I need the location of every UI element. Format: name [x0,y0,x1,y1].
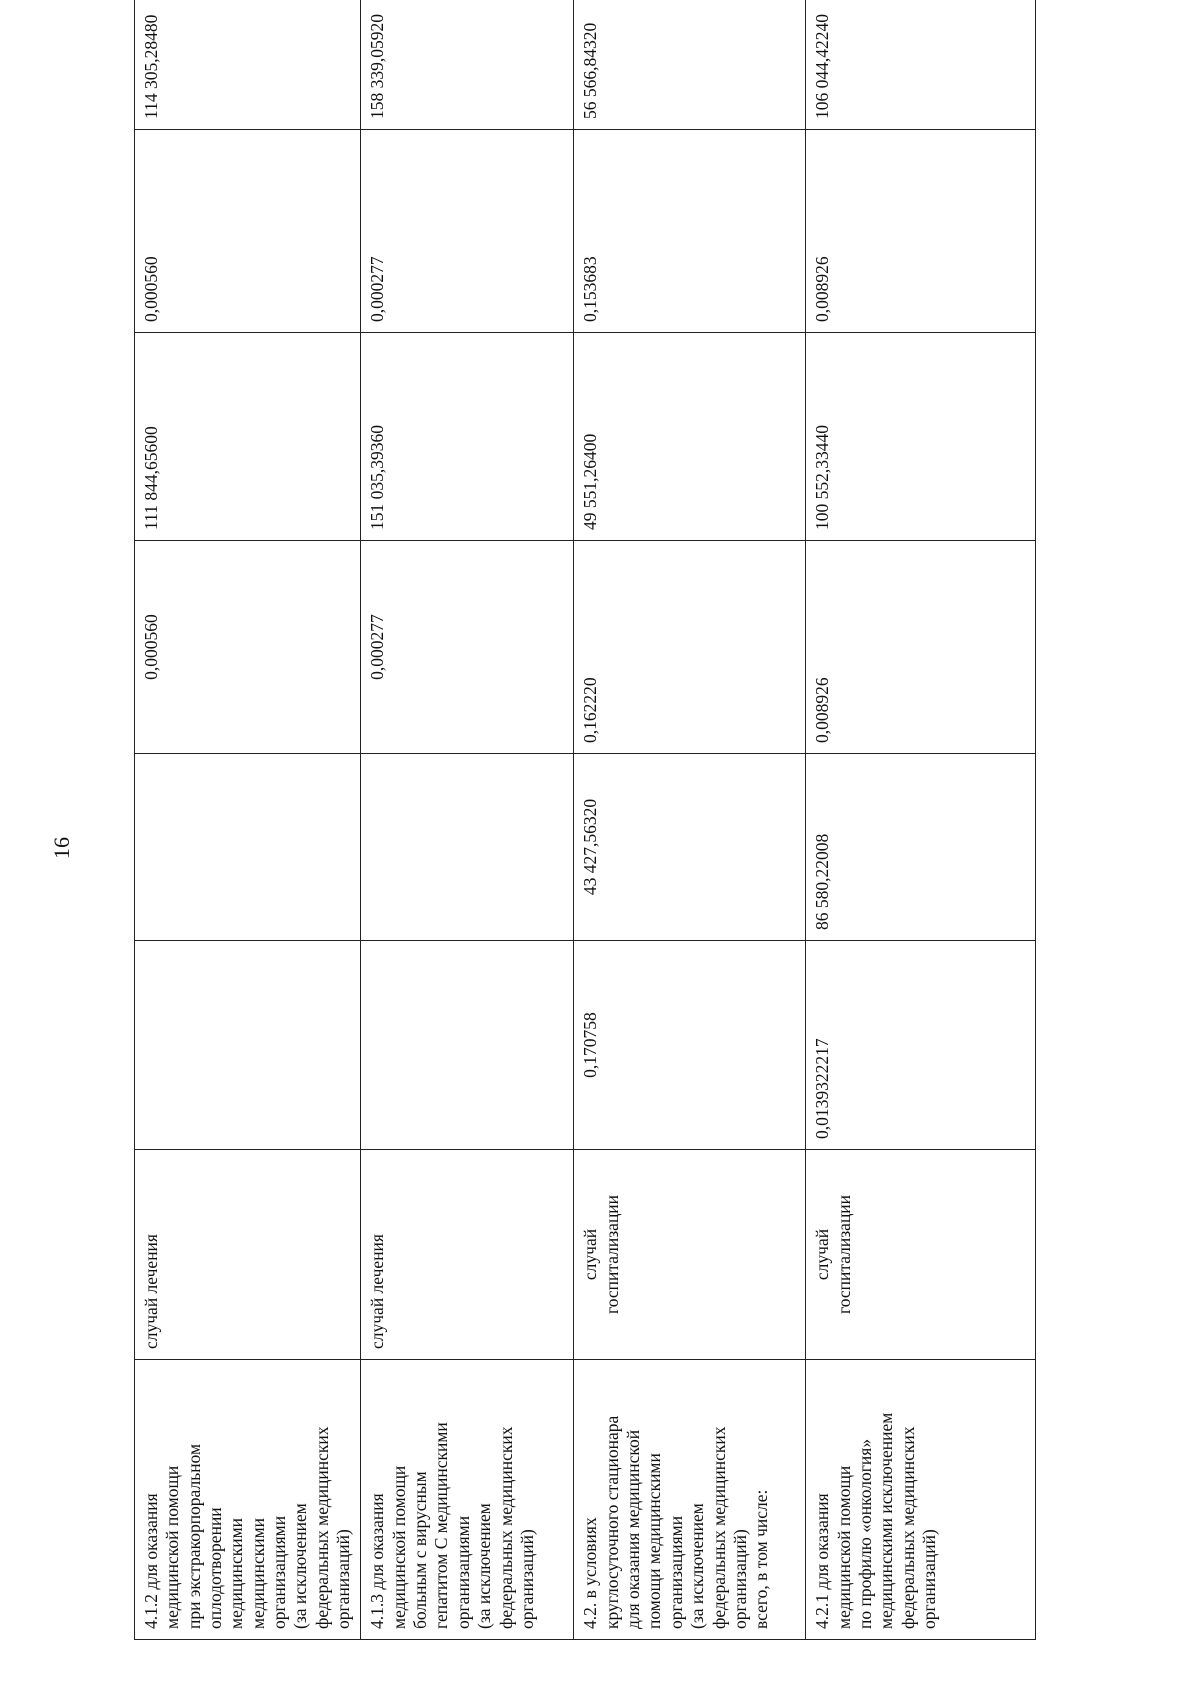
cell-text-line: организациями [269,1515,290,1629]
row-value-6: 106 044,42240 [806,0,1036,130]
cell-text-line: медицинской помощи [833,1465,854,1629]
row-value-1: 0,0139322217 [806,941,1036,1150]
cell-text-line: больным с вирусным [410,1471,431,1629]
cell-text-line: по профилю «онкология» [855,1438,876,1629]
row-name-cell [574,1360,806,1640]
table-row [361,0,574,1640]
data-table [134,0,1036,1640]
table-row [806,0,1036,1640]
row-unit-cell [361,1150,574,1360]
cell-text-line: (за исключением [290,1503,311,1629]
cell-text-line: федеральных медицинских [897,1426,918,1629]
row-value-2: 43 427,56320 [574,754,806,941]
row-value-5: 0,000277 [361,130,574,333]
row-value-4: 49 551,26400 [574,333,806,541]
cell-text-line: для оказания медицинской [623,1429,644,1629]
cell-text-line: федеральных медицинских [495,1426,516,1629]
cell-text-line: случай [812,1228,833,1281]
table-row [574,0,806,1640]
row-value-2: 86 580,22008 [806,754,1036,941]
table-row [135,0,361,1640]
row-value-3: 0,000277 [361,541,574,754]
row-unit-cell [135,1150,361,1360]
table-body [135,0,1036,1640]
row-name-cell [806,1360,1036,1640]
cell-text-line: медицинскими исключением [876,1412,897,1629]
cell-text-line: организаций) [729,1529,750,1629]
row-value-4: 151 035,39360 [361,333,574,541]
cell-text-line: 4.1.3 для оказания [367,1493,388,1629]
row-name-cell [361,1360,574,1640]
cell-text-line: случай лечения [141,1234,161,1349]
row-value-3: 0,008926 [806,541,1036,754]
cell-text-line: федеральных медицинских [311,1426,332,1629]
cell-text-line: помощи медицинскими [644,1453,665,1629]
cell-text-line: медицинскими [226,1517,247,1629]
cell-text-line: 4.2.1 для оказания [812,1493,833,1629]
row-value-1 [135,941,361,1150]
cell-text-line: организаций) [333,1529,354,1629]
cell-text-line: (за исключением [474,1503,495,1629]
row-value-4: 111 844,65600 [135,333,361,541]
row-name-cell [135,1360,361,1640]
cell-text-line: гепатитом С медицинскими [431,1422,452,1629]
page-number: 16 [49,837,74,859]
cell-text-line: организаций) [516,1529,537,1629]
cell-text-line: госпитализации [833,1194,854,1315]
cell-text-line: при экстракорпоральном [183,1443,204,1629]
cell-text-line: организациями [665,1515,686,1629]
row-value-3: 0,162220 [574,541,806,754]
row-value-6: 114 305,28480 [135,0,361,130]
cell-text-line: 4.1.2 для оказания [141,1493,161,1629]
row-unit-cell [806,1150,1036,1360]
cell-text-line: оплодотворении [205,1507,226,1629]
cell-text-line: медицинскими [247,1517,268,1629]
row-value-1 [361,941,574,1150]
row-value-5: 0,008926 [806,130,1036,333]
cell-text-line: случай [580,1228,601,1281]
cell-text-line: федеральных медицинских [708,1426,729,1629]
row-value-5: 0,000560 [135,130,361,333]
cell-text-line: (за исключением [687,1503,708,1629]
cell-text-line: организаций) [919,1529,940,1629]
cell-text-line: госпитализации [601,1194,622,1315]
row-value-3: 0,000560 [135,541,361,754]
cell-text-line: всего, в том числе: [751,1489,772,1629]
cell-text-line: случай лечения [367,1234,388,1349]
cell-text-line: круглосуточного стационара [601,1415,622,1629]
row-value-6: 56 566,84320 [574,0,806,130]
row-value-6: 158 339,05920 [361,0,574,130]
row-unit-cell [574,1150,806,1360]
row-value-2 [361,754,574,941]
cell-text-line: медицинской помощи [162,1465,183,1629]
row-value-2 [135,754,361,941]
row-value-1: 0,170758 [574,941,806,1150]
cell-text-line: медицинской помощи [388,1465,409,1629]
cell-text-line: организациями [452,1515,473,1629]
row-value-4: 100 552,33440 [806,333,1036,541]
row-value-5: 0,153683 [574,130,806,333]
rotated-table-frame [134,14,1034,1640]
cell-text-line: 4.2. в условиях [580,1517,601,1629]
